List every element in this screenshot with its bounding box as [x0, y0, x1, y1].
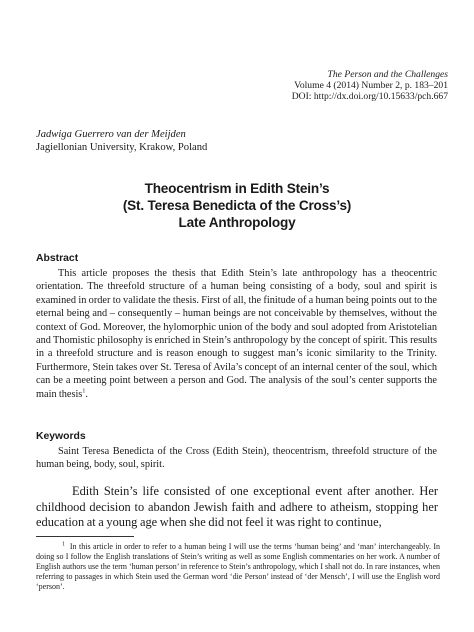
title-line-1: Theocentrism in Edith Stein’s	[144, 181, 330, 196]
keywords-body: Saint Teresa Benedicta of the Cross (Edith Stein), theocentrism, threefold structure of the human being, body, soul, spirit.	[36, 446, 437, 471]
abstract-text: This article proposes the thesis that Edith Stein’s late anthropology has a theocentric orientation. The threefold structure of a human being consisting of a body, soul and spirit is examined in order to validate the thesis. First of all, the finitude of a human being points out to the eternal being and – consequently – human beings are not conceivable by themselves, without the context of God. Moreover, the hylomorphic union of the body and soul adopted from Aristotelian and Thomistic philosophy is enriched in Stein’s anthropology by the concept of spirit. This results in a threefold structure and is reason enough to suggest man’s iconic similarity to the Trinity. Furthermore, Stein takes over St. Teresa of Avila’s concept of an internal center of the soul, which can be a meeting point between a person and God. The analysis of the soul’s center supports the main thesis	[36, 268, 437, 400]
journal-header	[292, 69, 448, 103]
abstract-body	[36, 267, 437, 401]
journal-title: The Person and the Challenges	[327, 69, 448, 80]
keywords-heading: Keywords	[36, 431, 86, 442]
author-block	[36, 128, 207, 154]
footnote-number: 1	[62, 541, 65, 548]
volume-info: Volume 4 (2014) Number 2, p. 183–201	[294, 80, 448, 92]
abstract-period: .	[85, 388, 88, 400]
doi-line: DOI: http://dx.doi.org/10.15633/pch.667	[291, 91, 448, 103]
body-paragraph: Edith Stein’s life consisted of one exceptional event after another. Her childhood decision to abandon Jewish faith and adhere to atheism, stopping her education at a young age when she did not feel it was right to continue,	[36, 484, 438, 530]
footnote-ref[interactable]: 1	[82, 388, 86, 395]
title-line-3: Late Anthropology	[178, 215, 296, 230]
footnote-text: In this article in order to refer to a human being I will use the terms ‘human being’ and ‘man’ interchangeably. In doing so I follow the English translations of Stein’s writing as well as some English commentaries on her work. A number of English authors use the term ‘human person’ in reference to Stein’s anthropology, which I shall not do. In rare instances, when referring to passages in which Stein used the German word ‘die Person’ instead of ‘der Mensch’, I will use the English word ‘person’.	[36, 542, 440, 591]
author-affiliation: Jagiellonian University, Krakow, Poland	[36, 142, 208, 153]
footnote-divider	[36, 536, 134, 537]
title-line-2: (St. Teresa Benedicta of the Cross’s)	[122, 198, 352, 213]
footnote	[36, 542, 440, 592]
author-name: Jadwiga Guerrero van der Meijden	[36, 129, 186, 140]
article-title	[0, 180, 474, 231]
abstract-heading: Abstract	[36, 253, 79, 264]
